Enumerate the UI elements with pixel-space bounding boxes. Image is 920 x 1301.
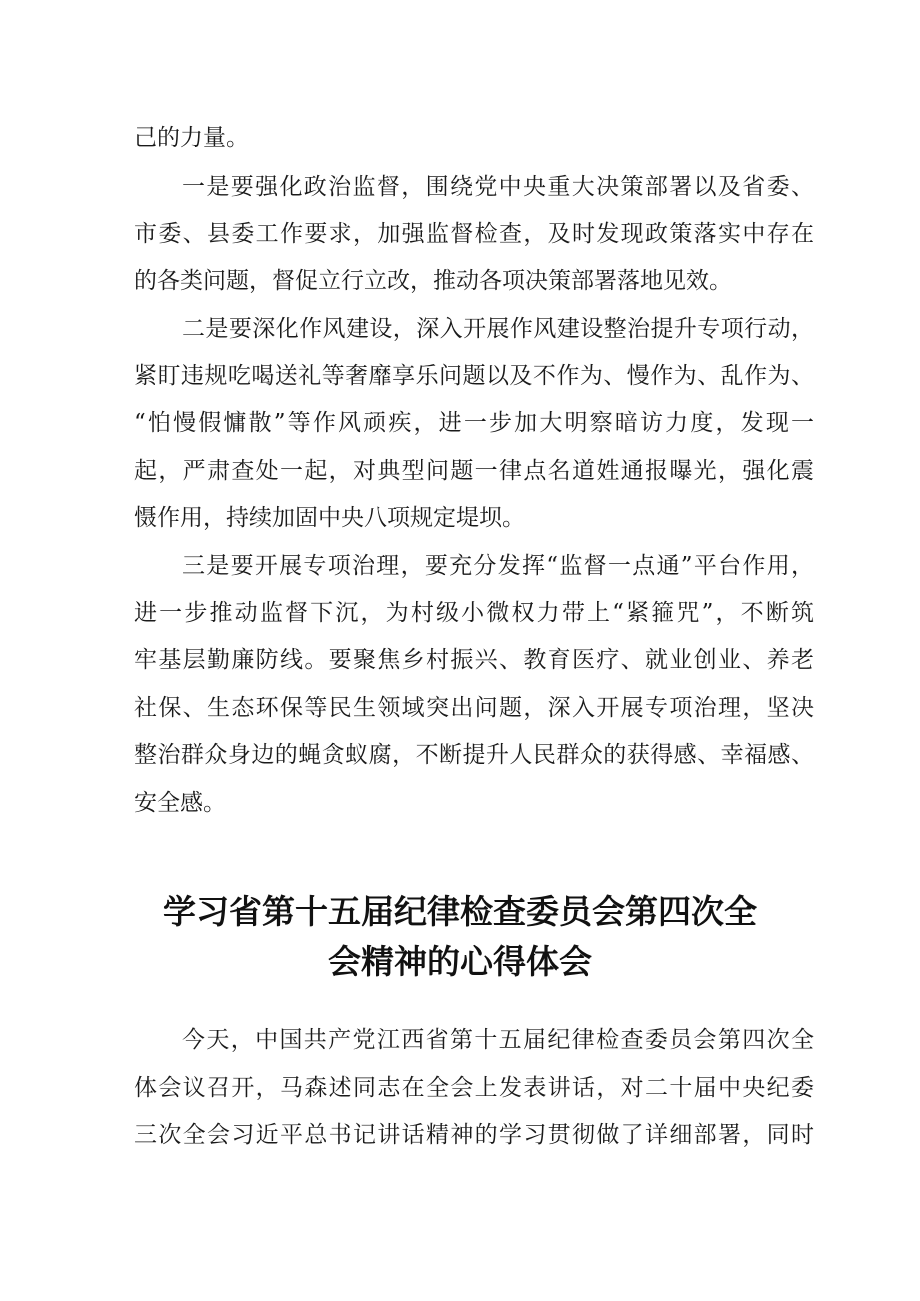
article-title-line: 会精神的心得体会 <box>328 942 592 981</box>
text-line: 安全感。 <box>134 790 226 816</box>
text-line: 体会议召开，马森述同志在全会上发表讲话，对二十届中央纪委 <box>134 1075 814 1101</box>
text-line: 的各类问题，督促立行立改，推动各项决策部署落地见效。 <box>134 268 732 294</box>
text-line: 进一步推动监督下沉，为村级小微权力带上“紧箍咒”，不断筑 <box>134 600 814 626</box>
article-title-line: 学习省第十五届纪律检查委员会第四次全 <box>163 892 757 931</box>
text-line: 市委、县委工作要求，加强监督检查，及时发现政策落实中存在 <box>134 221 814 247</box>
text-line: 一是要强化政治监督，围绕党中央重大决策部署以及省委、 <box>182 174 814 200</box>
text-line: 整治群众身边的蝇贪蚁腐，不断提升人民群众的获得感、幸福感、 <box>134 742 814 768</box>
text-line: 三次全会习近平总书记讲话精神的学习贯彻做了详细部署，同时 <box>134 1122 814 1148</box>
text-line: 牢基层勤廉防线。要聚焦乡村振兴、教育医疗、就业创业、养老 <box>134 647 814 673</box>
text-line: 今天，中国共产党江西省第十五届纪律检查委员会第四次全 <box>182 1027 814 1053</box>
text-line: 起，严肃查处一起，对典型问题一律点名道姓通报曝光，强化震 <box>134 458 814 484</box>
text-line: 二是要深化作风建设，深入开展作风建设整治提升专项行动， <box>182 316 814 342</box>
text-line: “怕慢假慵散”等作风顽疾，进一步加大明察暗访力度，发现一 <box>134 410 814 436</box>
text-line: 己的力量。 <box>134 125 249 151</box>
text-line: 慑作用，持续加固中央八项规定堤坝。 <box>134 505 525 531</box>
text-line: 紧盯违规吃喝送礼等奢靡享乐问题以及不作为、慢作为、乱作为、 <box>134 363 814 389</box>
text-line: 三是要开展专项治理，要充分发挥“监督一点通”平台作用， <box>182 553 814 579</box>
text-line: 社保、生态环保等民生领域突出问题，深入开展专项治理，坚决 <box>134 695 814 721</box>
